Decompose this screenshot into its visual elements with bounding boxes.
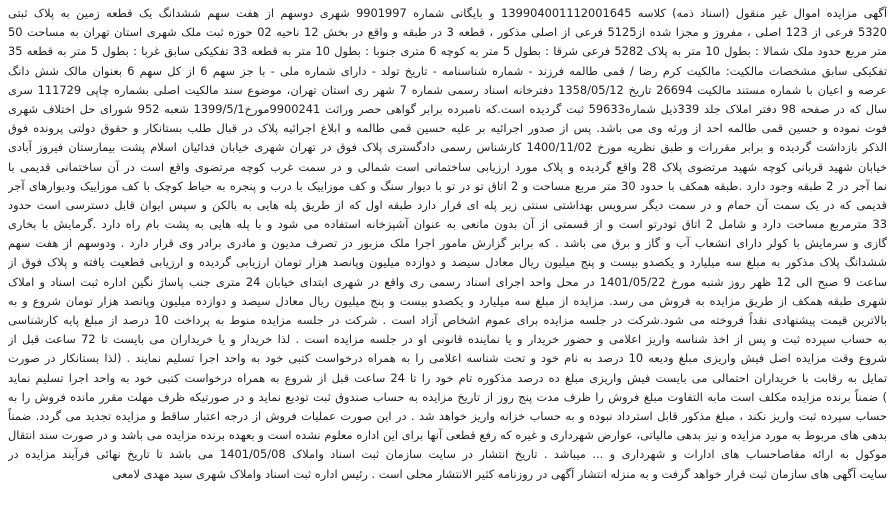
notice-line: نما آجر در 2 طبقه وجود دارد .طبقه همکف با حدود 30 متر مربع مساحت و 2 اتاق تو در تو با دیوار سنگ و کف موزاییک با درب و پنجره به حیاط کوچک با کف موزاییک ودیوارهای آجر <box>8 178 887 193</box>
notice-line: بدهی های مربوط به مورد مزایده و نیز بدهی مالیاتی، عوارض شهرداری و غیره که رفع قطعی آنها برای این اداره معلوم نشده است و بعهده برنده مزایده می باشد و در صورت سند انتقال <box>8 428 887 443</box>
notice-line: سال که در صفحه 98 دفتر املاک جلد 339ذیل شماره59633 ثبت گردیده است.که نامبرده برابر گواهی حصر وراثت 9900241مورخ1399/5/1 شعبه 952 شورای حل اختلاف شهری <box>8 101 887 116</box>
notice-line-signature: سایت آگهی های سازمان ثبت قرار خواهد گرفت و به منزله انتشار آگهی در روزنامه کثیر الانتشار محلی است . رئیس اداره ثبت اسناد واملاک شهری سید مهدی لامعی <box>112 466 887 481</box>
notice-line: گازی و سرمایش با کولر دارای انشعاب آب و گاز و برق می باشد . که برابر گزارش مامور اجرا ملک مزبور در تصرف مدیون و مادری برادر وی قرار دارد . ودوسهم از هفت سهم <box>8 236 887 251</box>
notice-line: ) ضمناً برنده مزایده مکلف است مابه التفاوت مبلغ فروش را ظرف مدت پنج روز از تاریخ مزایده به حساب صندوق ثبت تودیع نماید و در صورتیکه ظرف مهلت مقرر مانده فروش را به <box>8 389 887 404</box>
notice-line: متر مربع حدود ملک شمالا : بطول 10 متر به پلاک 5282 فرعی شرقا : بطول 5 متر به کوچه 6 متری جنوبا : بطول 10 متر به قطعه 33 تفکیکی سابق غربا : بطول 5 متر به قطعه 35 <box>8 44 887 59</box>
notice-line: بالاترین قیمت پیشنهادی نقداً فروخته می شود.شرکت در جلسه مزایده برای عموم اشخاص آزاد است . شرکت در جلسه مزایده منوط به پرداخت 10 درصد از مبلغ پایه کارشناسی <box>8 313 887 327</box>
notice-line: عرصه و اعیان با شماره مستند مالکیت 26694 تاریخ 1358/05/12 دفترخانه اسناد رسمی شماره 7 شهر ری استان تهران، موضوع سند مالکیت اصلی بشماره چاپی 111729 سری <box>8 82 887 97</box>
notice-line: حساب سپرده ثبت واریز نکند ، مبلغ مذکور قابل استرداد نبوده و به حساب خزانه واریز خواهد شد . در این صورت عملیات فروش از درجه اعتبار ساقط و مزایده تجدید می گردد. ضمناً <box>8 408 887 423</box>
notice-line: موکول به ارائه مفاصاحساب های ادارات و شهرداری و ... میباشد . تاریخ انتشار در سایت سازمان ثبت اسناد واملاک 1401/05/08 می باشد تا تاریخ نهائی فرآیند مزایده در <box>8 447 887 462</box>
notice-line: آگهی مزایده اموال غیر منقول (اسناد ذمه) کلاسه 139904001112001645 و بایگانی شماره 9901997 شهری دوسهم از هفت سهم ششدانگ یک قطعه زمین به پلاک ثبتی <box>8 6 887 20</box>
notice-line: به حساب سپرده ثبت و پس از اخذ شناسه واریز اعلامی و حضور خریدار و یا نماینده قانونی او در جلسه مزایده است . لذا خریدار و یا خریداران می بایست تا 72 ساعت قبل از <box>8 332 887 347</box>
notice-line: ساعت 9 صبح الی 12 ظهر روز شنبه مورخ 1401/05/22 در محل واحد اجرای اسناد رسمی ری واقع در شهری ابتدای خیابان 24 متری جنب پاساژ نگین اداره ثبت اسناد و املاک <box>8 274 887 289</box>
notice-line: شروع وقت مزایده اصل فیش واریزی مبلغ ودیعه 10 درصد به نام خود و تحت شناسه اعلامی را به همراه درخواست کتبی خود به واحد اجرا تسلیم نمایند . (لذا بستانکار در صورت <box>8 351 887 366</box>
notice-line: ششدانگ پلاک مذکور به مبلغ سه میلیارد و یکصدو بیست و پنج میلیون ریال معادل سیصد و دوازده میلیون وپانصد هزار تومان ارزیابی گردیده و ارزیابی قطعیت یافته و پلاک فوق از <box>8 255 887 270</box>
notice-line: تمایل به رقابت با خریداران احتمالی می بایست فیش واریزی مبلغ ده درصد مذکوره تام خود را تا 24 ساعت قبل از شروع به همراه درخواست کتبی خود به واحد اجرا تسلیم نماید <box>8 370 887 385</box>
notice-line: شهری طبقه همکف از طریق مزایده به فروش می رسد. مزایده از مبلغ سه میلیارد و یکصدو بیست و پنج میلیون ریال معادل سیصد و دوازده میلیون وپانصد هزار تومان شروع و به <box>8 293 887 308</box>
notice-line: 33 مترمربع مساحت دارد و شامل 2 اتاق تودرتو است و از قسمتی از آن بدون مانعی به عنوان آشپزخانه استفاده می شود و با پله هایی به پشت بام راه دارد .گرمایش با بخاری <box>8 217 887 232</box>
notice-line: الذکر بازداشت گردیده و برابر مقررات و طبق نظریه مورخ 1400/11/02 کارشناس رسمی دادگستری پلاک فوق در تهران شهری خیابان فدائیان اسلام پشت بیمارستان فیروز آبادی <box>8 140 887 155</box>
notice-line: خیابان شهید قربانی کوچه شهید مرتضوی پلاک 28 واقع گردیده و پلاک مورد ارزیابی ساختمانی است شمالی و در سمت غرب کوچه مرتضوی واقع است در آن ساختمانی قدیمی با <box>8 159 887 174</box>
notice-line: فوت نموده و حسین قمی طالمه احد از ورثه وی می باشد. پس از صدور اجرائیه بر علیه حسین قمی طالمه و ابلاغ اجرائیه پلاک در قبال طلب بستانکار و حقوق دولتی پرونده فوق <box>8 121 887 136</box>
notice-line: قدیمی که در یک سمت آن حمام و در سمت دیگر سرویس بهداشتی سنتی زیر پله ای قرار دارد طبقه اول که از طریق پله هایی به بالکن و سپس ایوان قابل دسترسی است حدود <box>8 197 887 212</box>
notice-line: تفکیکی سابق مشخصات مالکیت: مالکیت کرم رضا / قمی طالمه فرزند - شماره شناسنامه - تاریخ تولد - دارای شماره ملی - با جز سهم 6 از کل سهم 6 بعنوان مالک شش دانگ <box>8 63 887 78</box>
notice-line: 5320 فرعی از 123 اصلی ، مفروز و مجزا شده از5125 فرعی از اصلی مذکور ، قطعه 3 در طبقه و واقع در بخش 12 ناحیه 02 حوزه ثبت ملک شهری استان تهران به مساحت 50 <box>8 25 887 40</box>
